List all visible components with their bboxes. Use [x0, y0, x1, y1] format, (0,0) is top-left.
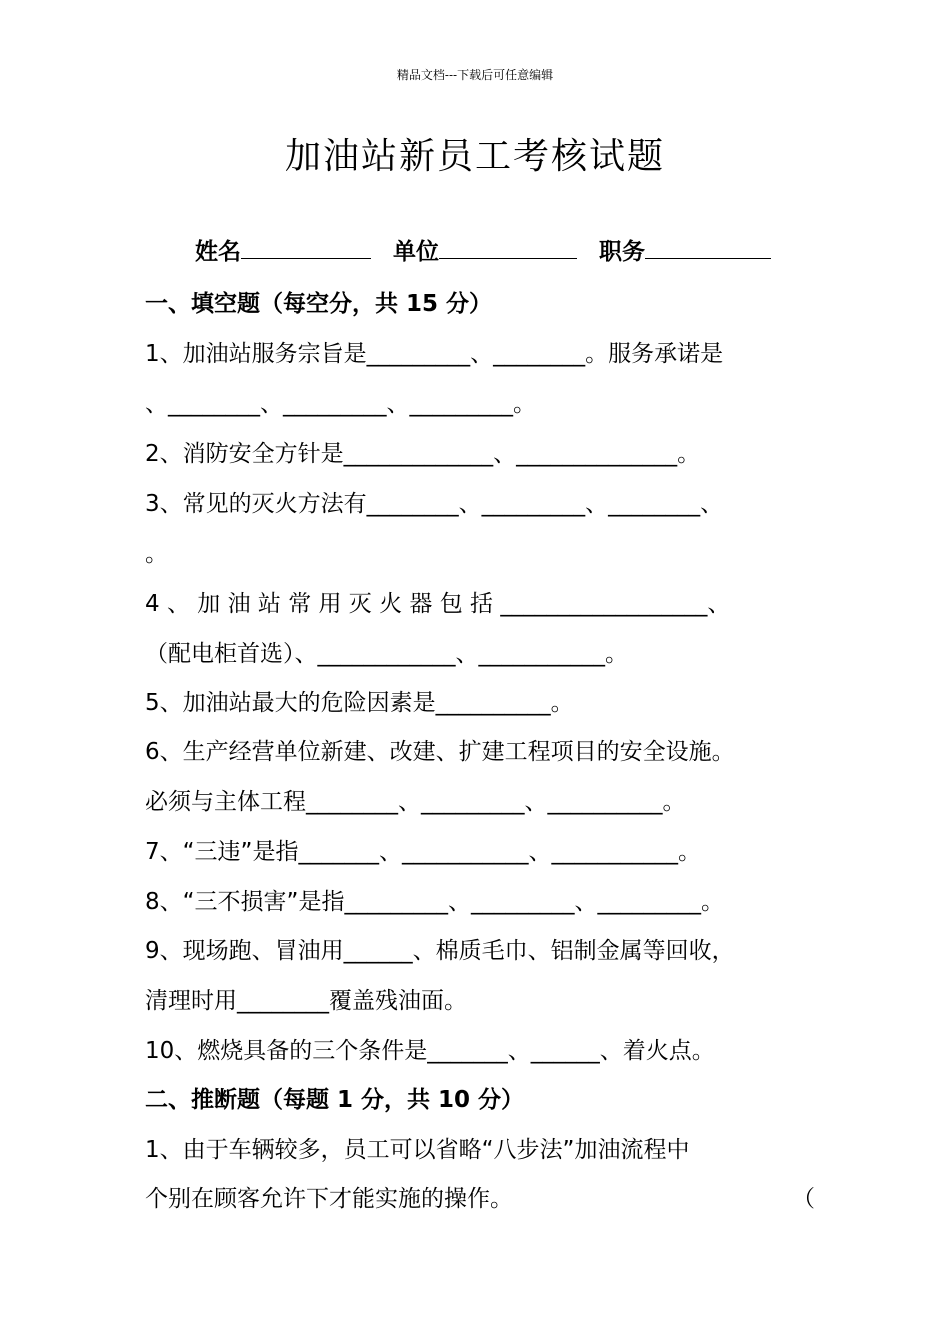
section-judgment-heading: 二、推断题（每题 1 分，共 10 分）: [145, 1087, 525, 1113]
question-line: 、________、_________、_________。: [145, 391, 536, 417]
section-fill-blank-heading: 一、填空题（每空分，共 15 分）: [145, 291, 493, 317]
name-label: 姓名: [195, 239, 241, 265]
question-line: （配电柜首选）、____________、___________。: [145, 641, 628, 667]
question-line: 4 、 加 油 站 常 用 灭 火 器 包 括 __________________、: [145, 591, 731, 617]
position-blank: [645, 234, 771, 259]
question-line: 5、加油站最大的危险因素是__________。: [145, 690, 574, 716]
answer-paren: （: [792, 1186, 815, 1212]
question-line: 2、消防安全方针是_____________、______________。: [145, 441, 701, 467]
question-line: 7、“三违”是指_______、___________、___________。: [145, 839, 701, 865]
question-line: 1、由于车辆较多，员工可以省略“八步法”加油流程中: [145, 1137, 690, 1163]
question-line: 9、现场跑、冒油用______、棉质毛巾、铝制金属等回收，: [145, 938, 735, 964]
question-line: 6、生产经营单位新建、改建、扩建工程项目的安全设施。: [145, 739, 735, 765]
question-line: 10、燃烧具备的三个条件是_______、______、着火点。: [145, 1038, 715, 1064]
position-label: 职务: [599, 239, 646, 265]
unit-label: 单位: [393, 239, 440, 265]
unit-blank: [439, 234, 577, 259]
question-line: 必须与主体工程________、_________、__________。: [145, 789, 686, 815]
question-line: 3、常见的灭火方法有________、_________、________、: [145, 491, 724, 517]
name-blank: [241, 234, 371, 259]
question-line: 个别在顾客允许下才能实施的操作。: [145, 1186, 513, 1212]
page-header: 精品文档---下载后可任意编辑: [396, 68, 554, 82]
question-line: 清理时用________覆盖残油面。: [145, 988, 467, 1014]
question-line: 1、加油站服务宗旨是_________、________。服务承诺是: [145, 341, 724, 367]
question-line: 。: [145, 541, 168, 567]
question-line: 8、“三不损害”是指_________、_________、_________。: [145, 889, 724, 915]
document-title: 加油站新员工考核试题: [284, 136, 665, 177]
info-fields: [195, 233, 771, 266]
